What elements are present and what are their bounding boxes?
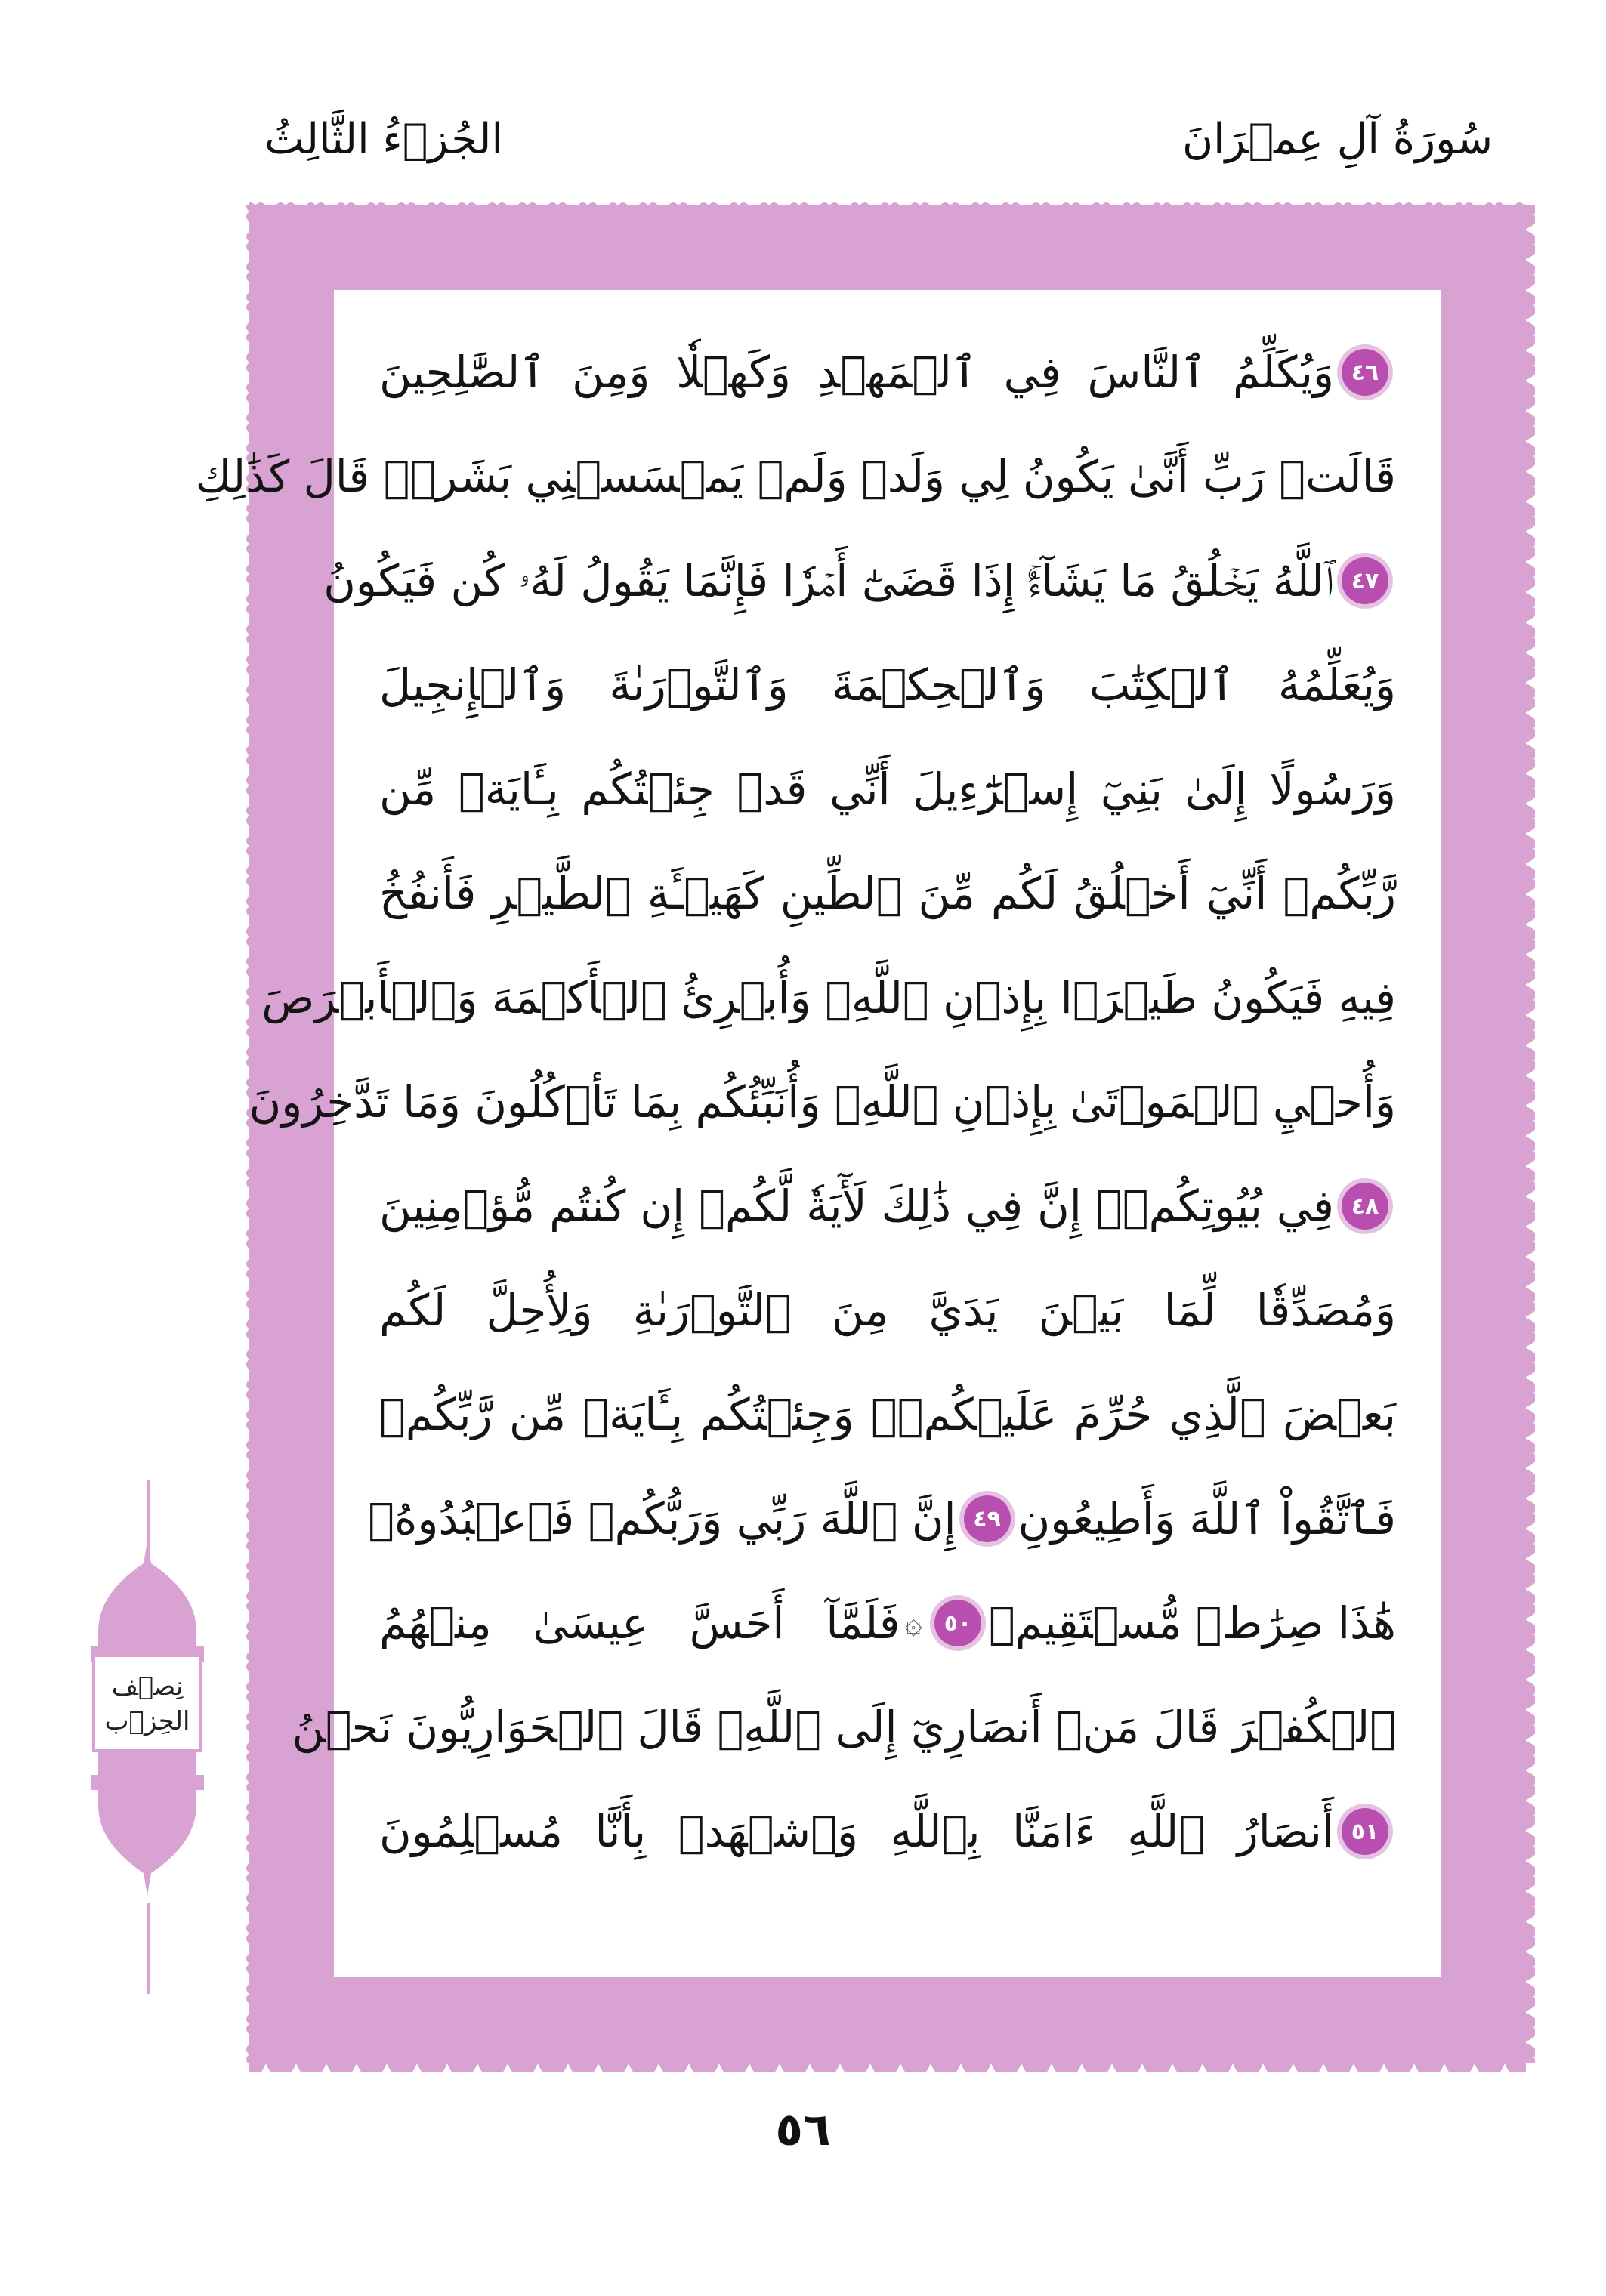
line-text: فِي بُيُوتِكُمۡۚ إِنَّ فِي ذَٰلِكَ لَأٓيَةٗ لَّكُمۡ إِن كُنتُم مُّؤۡمِنِينَ xyxy=(379,1180,1334,1232)
line-text: رَّبِّكُمۡ أَنِّيٓ أَخۡلُقُ لَكُم مِّنَ ٱلطِّينِ كَهَيۡـَٔةِ ٱلطَّيۡرِ فَأَنفُخُ xyxy=(379,868,1396,919)
text-line-7 xyxy=(261,953,1396,1042)
line-text: وَيُعَلِّمُهُ ٱلۡكِتَٰبَ وَٱلۡحِكۡمَةَ وَٱلتَّوۡرَىٰةَ وَٱلۡإِنجِيلَ xyxy=(379,659,1396,711)
ayah-marker-49: ٤٩ xyxy=(964,1495,1011,1542)
text-line-13 xyxy=(379,1578,1396,1668)
page-number: ٥٦ xyxy=(775,2103,831,2156)
text-line-4 xyxy=(379,640,1396,730)
text-line-8 xyxy=(249,1057,1396,1146)
surah-name: سُورَةُ آلِ عِمۡرَانَ xyxy=(1181,115,1493,164)
line-text: بَعۡضَ ٱلَّذِي حُرِّمَ عَلَيۡكُمۡۚ وَجِئۡتُكُم بِـَٔايَةٖ مِّن رَّبِّكُمۡ xyxy=(379,1389,1396,1440)
hizb-label-line2: الحِزۡب xyxy=(104,1706,190,1736)
text-line-11 xyxy=(379,1370,1396,1459)
text-line-2 xyxy=(195,432,1396,521)
text-line-12 xyxy=(368,1474,1396,1563)
line-text: ٱللَّهُ يَخۡلُقُ مَا يَشَآءُۚ إِذَا قَضَىٰٓ أَمۡرٗا فَإِنَّمَا يَقُولُ لَهُۥ كُن فَيَكُونُ xyxy=(323,554,1334,606)
quran-text-panel xyxy=(195,290,1441,1977)
text-line-1 xyxy=(379,328,1396,417)
line-text: فَٱتَّقُواْ ٱللَّهَ وَأَطِيعُونِ xyxy=(1018,1493,1396,1545)
text-line-9 xyxy=(379,1162,1396,1251)
hizb-label xyxy=(92,1659,202,1749)
rub-el-hizb-icon: ۞ xyxy=(904,1606,922,1640)
line-text: هَٰذَا صِرَٰطٞ مُّسۡتَقِيمٞ xyxy=(988,1597,1396,1649)
line-text-after: فَلَمَّآ أَحَسَّ عِيسَىٰ مِنۡهُمُ xyxy=(379,1597,900,1649)
text-line-5 xyxy=(379,745,1396,834)
line-text: وَمُصَدِّقٗا لِّمَا بَيۡنَ يَدَيَّ مِنَ ٱلتَّوۡرَىٰةِ وَلِأُحِلَّ لَكُم xyxy=(379,1285,1396,1336)
text-line-15 xyxy=(379,1787,1396,1876)
ayah-marker-46: ٤٦ xyxy=(1342,349,1388,396)
line-text: وَيُكَلِّمُ ٱلنَّاسَ فِي ٱلۡمَهۡدِ وَكَهۡلٗا وَمِنَ ٱلصَّٰلِحِينَ xyxy=(379,347,1334,398)
hizb-rule-bottom xyxy=(147,1903,150,1994)
text-line-14 xyxy=(292,1683,1396,1772)
text-line-6 xyxy=(379,849,1396,938)
ayah-marker-51: ٥١ xyxy=(1342,1808,1388,1855)
ayah-marker-47: ٤٧ xyxy=(1342,557,1388,604)
text-line-10 xyxy=(379,1266,1396,1355)
ayah-marker-48: ٤٨ xyxy=(1342,1183,1388,1230)
ayah-marker-50: ٥٠ xyxy=(934,1600,981,1646)
line-text: وَأُحۡيِ ٱلۡمَوۡتَىٰ بِإِذۡنِ ٱللَّهِۖ وَأُنَبِّئُكُم بِمَا تَأۡكُلُونَ وَمَا تَدَّخِرُونَ xyxy=(249,1076,1396,1128)
hizb-label-line1: نِصۡف xyxy=(111,1671,184,1702)
line-text: وَرَسُولًا إِلَىٰ بَنِيٓ إِسۡرَٰٓءِيلَ أَنِّي قَدۡ جِئۡتُكُم بِـَٔايَةٖ مِّن xyxy=(379,764,1396,815)
line-text: قَالَتۡ رَبِّ أَنَّىٰ يَكُونُ لِي وَلَدٞ وَلَمۡ يَمۡسَسۡنِي بَشَرٞۖ قَالَ كَذَٰلِكِ xyxy=(195,451,1396,502)
line-text-after: إِنَّ ٱللَّهَ رَبِّي وَرَبُّكُمۡ فَٱعۡبُدُوهُۚ xyxy=(368,1493,956,1545)
juz-name: الجُزۡءُ الثَّالِثُ xyxy=(264,115,504,164)
text-line-3 xyxy=(323,536,1396,625)
line-text: ٱلۡكُفۡرَ قَالَ مَنۡ أَنصَارِيٓ إِلَى ٱللَّهِۖ قَالَ ٱلۡحَوَارِيُّونَ نَحۡنُ xyxy=(292,1702,1396,1753)
line-text: فِيهِ فَيَكُونُ طَيۡرَۢا بِإِذۡنِ ٱللَّهِۖ وَأُبۡرِئُ ٱلۡأَكۡمَهَ وَٱلۡأَبۡرَصَ xyxy=(261,972,1396,1023)
line-text: أَنصَارُ ٱللَّهِ ءَامَنَّا بِٱللَّهِ وَٱشۡهَدۡ بِأَنَّا مُسۡلِمُونَ xyxy=(379,1806,1334,1857)
